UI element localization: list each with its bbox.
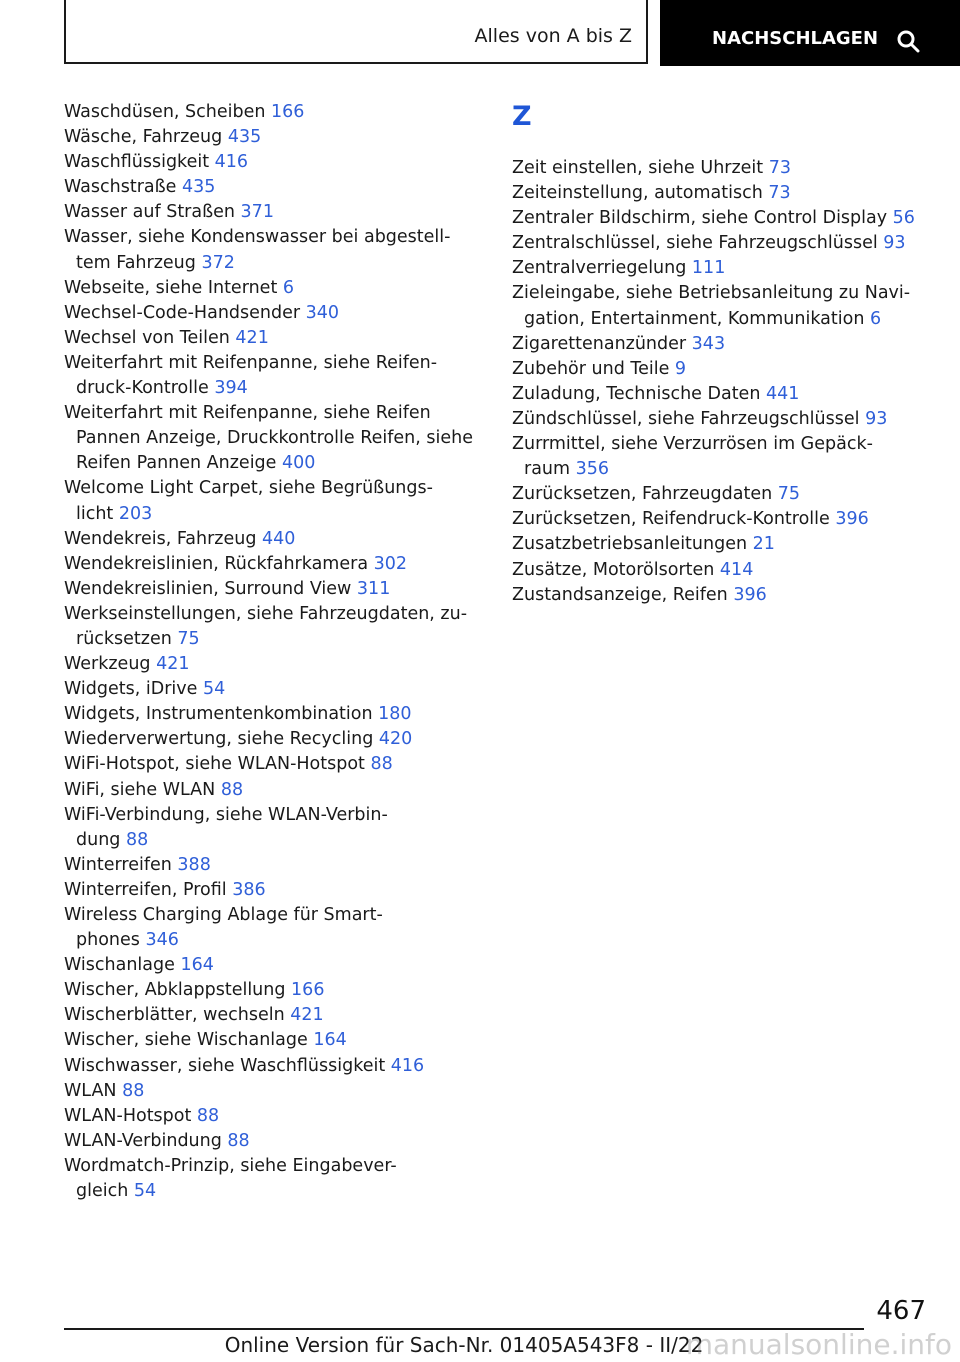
page-link[interactable]: 75 <box>777 484 801 505</box>
index-entry <box>64 1129 484 1154</box>
index-entry <box>512 482 932 507</box>
index-term: dung <box>76 829 126 850</box>
index-entry <box>512 231 932 256</box>
page-link[interactable]: 93 <box>865 408 888 429</box>
index-term: Widgets, iDrive <box>64 679 203 700</box>
index-term: Werkzeug <box>64 654 157 675</box>
index-term: gleich <box>76 1181 134 1202</box>
page-link[interactable]: 88 <box>220 779 244 800</box>
index-entry <box>64 301 484 326</box>
index-term: Wischer, Abklappstellung <box>64 980 292 1001</box>
page-link[interactable]: 421 <box>290 1005 324 1026</box>
index-term: Zuladung, Technische Daten <box>512 383 766 404</box>
index-term: Waschstraße <box>64 177 182 198</box>
page-link[interactable]: 93 <box>883 233 906 254</box>
index-term: Zentralverriegelung <box>512 258 692 279</box>
page-link[interactable]: 394 <box>214 378 248 399</box>
index-term: Zubehör und Teile <box>512 358 675 379</box>
page-link[interactable]: 421 <box>235 327 269 348</box>
chapter-tab[interactable] <box>660 0 960 66</box>
page-link[interactable]: 346 <box>145 930 179 951</box>
index-entry <box>64 577 484 602</box>
index-term: Wechsel von Teilen <box>64 327 236 348</box>
page-link[interactable]: 54 <box>133 1181 157 1202</box>
page-link[interactable]: 420 <box>378 729 413 750</box>
letter-heading: Z <box>512 101 532 132</box>
header-section-box <box>64 0 648 64</box>
index-entries-z <box>512 156 932 608</box>
index-entry <box>512 407 932 432</box>
index-entry <box>64 602 484 652</box>
index-entry <box>64 200 484 225</box>
index-entry <box>64 953 484 978</box>
index-entry <box>64 1079 484 1104</box>
page-link[interactable]: 203 <box>118 503 153 524</box>
index-entry <box>64 527 484 552</box>
page-link[interactable]: 421 <box>156 654 190 675</box>
index-term: Wischwasser, siehe Waschflüssigkeit <box>64 1055 391 1076</box>
index-term: Zentralschlüssel, siehe Fahrzeugschlüssel <box>512 233 884 254</box>
page-link[interactable]: 73 <box>768 158 791 178</box>
online-version-note: Online Version für Sach-Nr. 01405A543F8 - II/22 <box>224 1333 704 1357</box>
index-entry <box>64 552 484 577</box>
page-link[interactable]: 88 <box>125 829 149 850</box>
index-term: Waschdüsen, Scheiben <box>64 102 272 122</box>
index-term: Waschflüssigkeit <box>64 152 215 173</box>
index-entry <box>512 558 932 583</box>
index-term: Wireless Charging Ablage für Smart- <box>64 905 383 925</box>
index-term: tem Fahrzeug <box>76 252 202 273</box>
index-term: Wischer, siehe Wischanlage <box>64 1030 314 1051</box>
index-term: Zustandsanzeige, Reifen <box>512 584 734 605</box>
index-term: Wiederverwertung, siehe Recycling <box>64 729 379 750</box>
page-link[interactable]: 75 <box>177 628 200 649</box>
page-link[interactable]: 441 <box>765 383 800 404</box>
index-term: Winterreifen, Profil <box>64 879 233 900</box>
index-entry <box>64 853 484 878</box>
page-link[interactable]: 435 <box>227 127 262 148</box>
index-entry <box>64 727 484 752</box>
index-entry <box>64 878 484 903</box>
section-title: Alles von A bis Z <box>474 25 632 47</box>
page-link[interactable]: 54 <box>202 679 226 700</box>
index-term: Widgets, Instrumentenkombination <box>64 704 379 725</box>
index-term: Wasser, siehe Kondenswasser bei abgestell- <box>64 227 451 248</box>
index-term: druck-Kontrolle <box>76 378 215 399</box>
page-link[interactable]: 371 <box>240 202 274 223</box>
index-term: Wechsel-Code-Handsender <box>64 302 306 323</box>
index-term: Zurücksetzen, Fahrzeugdaten <box>512 484 778 505</box>
index-term: Zigarettenanzünder <box>512 333 692 354</box>
index-term: WLAN-Verbindung <box>64 1130 228 1151</box>
index-term: rücksetzen <box>76 628 178 649</box>
page-link[interactable]: 372 <box>201 252 235 273</box>
index-entry <box>512 507 932 532</box>
index-entry <box>64 1104 484 1129</box>
index-entry <box>512 357 932 382</box>
index-entry <box>64 401 484 476</box>
index-term: Wasser auf Straßen <box>64 202 241 223</box>
index-entry <box>512 156 932 181</box>
index-term: licht <box>76 503 119 524</box>
index-entry <box>64 978 484 1003</box>
page-link[interactable]: 343 <box>691 333 726 354</box>
page-number: 467 <box>876 1296 926 1326</box>
index-term: Pannen Anzeige, Druckkontrolle Reifen, siehe <box>76 428 473 449</box>
index-entry <box>512 206 932 231</box>
page-link[interactable]: 88 <box>196 1105 220 1126</box>
page-link[interactable]: 400 <box>282 453 316 474</box>
index-entry <box>64 677 484 702</box>
page-link[interactable]: 302 <box>373 553 408 574</box>
index-term: WLAN-Hotspot <box>64 1105 197 1126</box>
index-term: Werkseinstellungen, siehe Fahrzeugdaten, zu- <box>64 603 468 624</box>
index-entry <box>64 175 484 200</box>
index-term: Wischanlage <box>64 955 181 976</box>
index-term: gation, Entertainment, Kommunikation <box>524 308 870 329</box>
index-entry <box>64 276 484 301</box>
index-entry <box>64 476 484 526</box>
index-column-right <box>512 100 932 608</box>
index-entry <box>64 752 484 777</box>
page-link[interactable]: 388 <box>177 854 211 875</box>
page-link[interactable]: 396 <box>733 584 767 605</box>
index-term: Wordmatch-Prinzip, siehe Eingabever- <box>64 1155 397 1176</box>
index-entry <box>64 903 484 953</box>
index-entry <box>512 432 932 482</box>
page-link[interactable]: 414 <box>719 559 754 580</box>
index-term: Wendekreis, Fahrzeug <box>64 528 263 549</box>
index-entry <box>64 225 484 275</box>
index-term: Zurücksetzen, Reifendruck-Kontrolle <box>512 509 836 530</box>
index-term: Zieleingabe, siehe Betriebsanleitung zu Navi- <box>512 283 911 304</box>
index-entry <box>64 351 484 401</box>
page-link[interactable]: 21 <box>752 534 775 555</box>
page-link[interactable]: 311 <box>356 578 391 599</box>
index-term: Zusatzbetriebsanleitungen <box>512 534 753 555</box>
index-term: raum <box>524 459 576 480</box>
index-entry <box>512 281 932 331</box>
page-link[interactable]: 6 <box>282 277 295 298</box>
page-link[interactable]: 6 <box>869 308 882 329</box>
page-link[interactable]: 164 <box>180 955 214 976</box>
index-entry <box>64 702 484 727</box>
index-term: Winterreifen <box>64 854 178 875</box>
index-term: Zeit einstellen, siehe Uhrzeit <box>512 158 769 178</box>
index-term: WiFi, siehe WLAN <box>64 779 221 800</box>
index-term: WiFi-Verbindung, siehe WLAN-Verbin- <box>64 804 388 825</box>
index-term: Reifen Pannen Anzeige <box>76 453 282 474</box>
page-link[interactable]: 9 <box>674 358 687 379</box>
index-entry <box>64 652 484 677</box>
index-term: phones <box>76 930 146 951</box>
page-link[interactable]: 88 <box>122 1080 145 1101</box>
index-term: Zusätze, Motorölsorten <box>512 559 720 580</box>
page-link[interactable]: 440 <box>262 528 296 549</box>
index-term: Weiterfahrt mit Reifenpanne, siehe Reifen- <box>64 352 438 373</box>
page-link[interactable]: 416 <box>390 1055 425 1076</box>
index-term: Wendekreislinien, Surround View <box>64 578 357 599</box>
index-term: Webseite, siehe Internet <box>64 277 283 298</box>
index-term: Zurrmittel, siehe Verzurrösen im Gepäck- <box>512 434 873 455</box>
index-entry <box>64 1054 484 1079</box>
page-link[interactable]: 340 <box>305 302 340 323</box>
index-term: Wendekreislinien, Rückfahrkamera <box>64 553 374 574</box>
index-entry <box>64 150 484 175</box>
page-link[interactable]: 166 <box>291 980 325 1001</box>
index-column-left <box>64 100 484 1204</box>
index-entry <box>512 332 932 357</box>
page-link[interactable]: 435 <box>182 177 216 198</box>
page-link[interactable]: 356 <box>575 459 610 480</box>
page-link[interactable]: 56 <box>892 208 915 229</box>
watermark: manualsonline.info <box>685 1328 952 1361</box>
index-term: WLAN <box>64 1080 123 1101</box>
index-entry <box>64 803 484 853</box>
index-entry <box>64 1028 484 1053</box>
page-link[interactable]: 164 <box>313 1030 347 1051</box>
index-entry <box>64 1003 484 1028</box>
index-entry <box>64 326 484 351</box>
index-term: Zeiteinstellung, automatisch <box>512 183 769 204</box>
search-icon[interactable] <box>896 29 920 53</box>
index-entry <box>64 125 484 150</box>
index-entry <box>512 181 932 206</box>
page-link[interactable]: 73 <box>768 183 791 204</box>
page-link[interactable]: 396 <box>835 509 869 530</box>
page-link[interactable]: 88 <box>227 1130 250 1151</box>
index-term: Wischerblätter, wechseln <box>64 1005 291 1026</box>
page-link[interactable]: 166 <box>271 102 305 122</box>
index-entry <box>512 583 932 608</box>
index-term: WiFi-Hotspot, siehe WLAN-Hotspot <box>64 754 371 775</box>
index-entry <box>512 382 932 407</box>
index-term: Wäsche, Fahrzeug <box>64 127 228 148</box>
page-link[interactable]: 386 <box>232 879 266 900</box>
page-link[interactable]: 88 <box>370 754 393 775</box>
chapter-label: NACHSCHLAGEN <box>712 28 879 49</box>
page-link[interactable]: 416 <box>214 152 249 173</box>
page-link[interactable]: 180 <box>378 704 412 725</box>
page-link[interactable]: 111 <box>691 258 726 279</box>
index-term: Zentraler Bildschirm, siehe Control Display <box>512 208 893 229</box>
index-entry <box>64 1154 484 1204</box>
index-entry <box>512 532 932 557</box>
index-entry <box>64 778 484 803</box>
index-term: Welcome Light Carpet, siehe Begrüßungs- <box>64 478 433 499</box>
index-term: Zündschlüssel, siehe Fahrzeugschlüssel <box>512 408 866 429</box>
index-term: Weiterfahrt mit Reifenpanne, siehe Reifen <box>64 403 431 424</box>
index-entry <box>64 100 484 125</box>
index-entry <box>512 256 932 281</box>
